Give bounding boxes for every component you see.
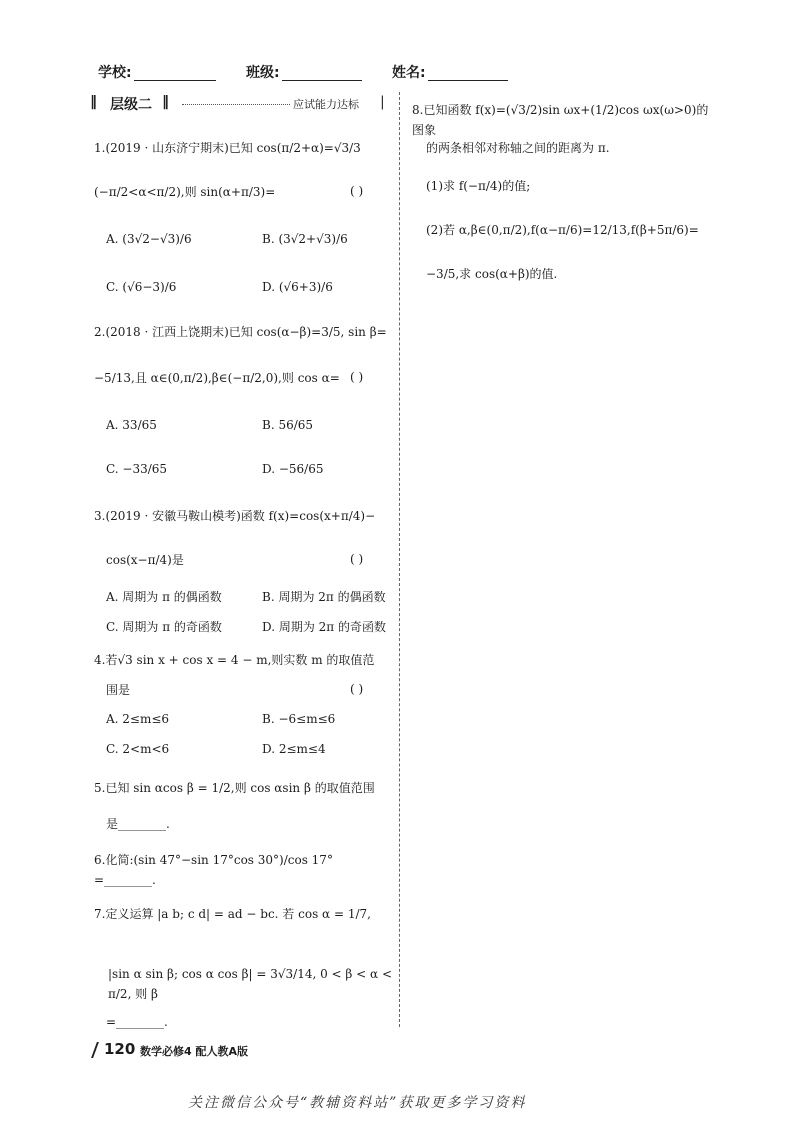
school-label: 学校: [98, 65, 132, 81]
school-field[interactable] [134, 64, 216, 81]
q3-option-c[interactable]: C. 周期为 π 的奇函数 [106, 620, 222, 634]
q4-line1: 4.若√3 sin x + cos x = 4 − m,则实数 m 的取值范 [94, 653, 375, 667]
q1-line1: 1.(2019 · 山东济宁期末)已知 cos(π/2+α)=√3/3 [94, 141, 361, 155]
book-title: 数学必修4 配人教A版 [140, 1045, 248, 1058]
q4-option-d[interactable]: D. 2≤m≤4 [262, 742, 326, 756]
page-number: 120 [104, 1040, 136, 1058]
q8-line3: (1)求 f(−π/4)的值; [426, 179, 531, 193]
level-subtitle: 应试能力达标 [293, 98, 359, 111]
q3-option-b[interactable]: B. 周期为 2π 的偶函数 [262, 590, 386, 604]
name-label: 姓名: [392, 65, 426, 81]
q4-option-b[interactable]: B. −6≤m≤6 [262, 712, 336, 726]
q2-option-c[interactable]: C. −33/65 [106, 462, 168, 476]
q2-line1: 2.(2018 · 江西上饶期末)已知 cos(α−β)=3/5, sin β= [94, 325, 387, 339]
q2-option-a[interactable]: A. 33/65 [106, 418, 157, 432]
q2-option-d[interactable]: D. −56/65 [262, 462, 324, 476]
q4-line2: 围是 [106, 683, 131, 697]
q1-answer-paren: ( ) [350, 184, 364, 198]
q8-line5: −3/5,求 cos(α+β)的值. [426, 267, 558, 281]
q3-line2: cos(x−π/4)是 [106, 553, 184, 567]
q1-option-d[interactable]: D. (√6+3)/6 [262, 280, 333, 294]
q6-line1: 6.化简:(sin 47°−sin 17°cos 30°)/cos 17° =________. [94, 853, 333, 887]
q3-line1: 3.(2019 · 安徽马鞍山模考)函数 f(x)=cos(x+π/4)− [94, 509, 376, 523]
watermark-text: 关注微信公众号“教辅资料站”获取更多学习资料 [188, 1095, 527, 1111]
q2-answer-paren: ( ) [350, 370, 364, 384]
q1-option-c[interactable]: C. (√6−3)/6 [106, 280, 177, 294]
footer-slash [91, 1042, 99, 1058]
q4-option-a[interactable]: A. 2≤m≤6 [106, 712, 170, 726]
q2-line2: −5/13,且 α∈(0,π/2),β∈(−π/2,0),则 cos α= [94, 371, 340, 385]
q8-line2: 的两条相邻对称轴之间的距离为 π. [426, 141, 610, 155]
q8-line4: (2)若 α,β∈(0,π/2),f(α−π/6)=12/13,f(β+5π/6)= [426, 223, 699, 237]
q2-option-b[interactable]: B. 56/65 [262, 418, 314, 432]
q1-option-a[interactable]: A. (3√2−√3)/6 [106, 232, 192, 246]
q4-answer-paren: ( ) [350, 682, 364, 696]
q7-line1: 7.定义运算 |a b; c d| = ad − bc. 若 cos α = 1/7, [94, 907, 371, 921]
level-heading: ‖ 层级二 ‖ 应试能力达标 | [90, 94, 385, 113]
level-title: 层级二 [110, 97, 152, 113]
q7-line2: |sin α sin β; cos α cos β| = 3√3/14, 0 < β < α < π/2, 则 β [108, 967, 393, 1001]
q5-line1: 5.已知 sin αcos β = 1/2,则 cos αsin β 的取值范围 [94, 781, 375, 795]
q3-option-d[interactable]: D. 周期为 2π 的奇函数 [262, 620, 386, 634]
q4-option-c[interactable]: C. 2<m<6 [106, 742, 170, 756]
q3-option-a[interactable]: A. 周期为 π 的偶函数 [106, 590, 222, 604]
column-divider [399, 92, 400, 1027]
q1-line2: (−π/2<α<π/2),则 sin(α+π/3)= [94, 185, 276, 199]
q8-line1: 8.已知函数 f(x)=(√3/2)sin ωx+(1/2)cos ωx(ω>0)的图象 [412, 103, 709, 137]
q1-option-b[interactable]: B. (3√2+√3)/6 [262, 232, 348, 246]
q3-answer-paren: ( ) [350, 552, 364, 566]
name-field[interactable] [428, 64, 508, 81]
q5-line2: 是________. [106, 817, 170, 831]
class-label: 班级: [246, 65, 280, 81]
q7-line3: =________. [106, 1015, 168, 1029]
class-field[interactable] [282, 64, 362, 81]
